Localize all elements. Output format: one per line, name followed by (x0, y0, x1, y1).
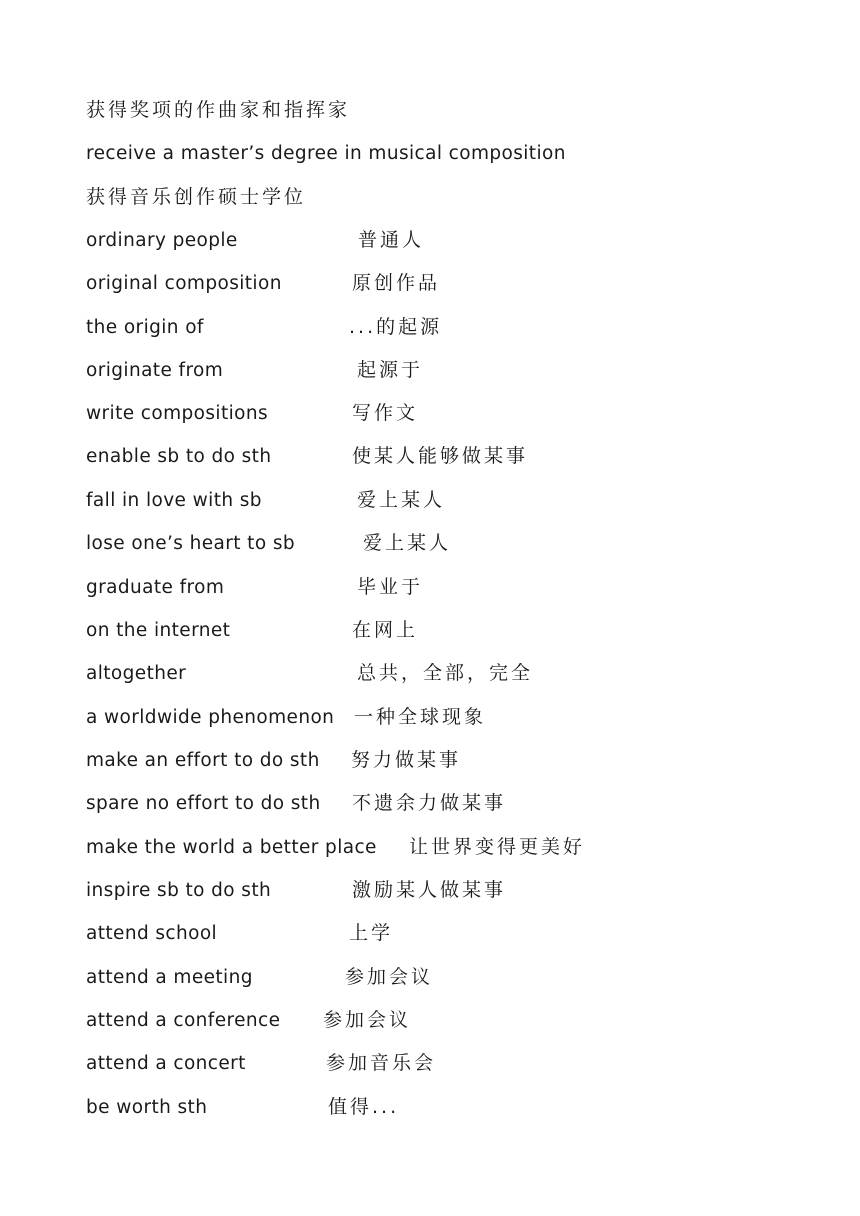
vocab-zh: 不遗余力做某事 (352, 792, 507, 814)
vocab-zh: 参加会议 (323, 1009, 412, 1031)
heading-line-3: 获得音乐创作硕士学位 (86, 186, 307, 208)
vocab-en: write compositions (86, 403, 269, 424)
vocab-zh: 努力做某事 (351, 749, 462, 771)
vocab-en: graduate from (86, 577, 225, 598)
vocab-en: attend school (86, 923, 218, 944)
vocab-en: originate from (86, 360, 224, 381)
vocab-zh: 使某人能够做某事 (352, 445, 529, 467)
vocab-zh: 上学 (349, 922, 394, 944)
vocab-en: attend a conference (86, 1010, 281, 1031)
vocab-zh: 让世界变得更美好 (409, 836, 586, 858)
heading-line-1: 获得奖项的作曲家和指挥家 (86, 99, 351, 121)
vocab-en: spare no effort to do sth (86, 793, 321, 814)
vocab-zh: 毕业于 (357, 576, 424, 598)
vocab-en: lose one’s heart to sb (86, 533, 296, 554)
vocab-zh: 原创作品 (352, 272, 441, 294)
vocab-en: attend a concert (86, 1053, 246, 1074)
vocab-en: ordinary people (86, 230, 238, 251)
vocab-en: make an effort to do sth (86, 750, 320, 771)
vocab-zh: 起源于 (357, 359, 424, 381)
vocab-en: the origin of (86, 317, 204, 338)
vocab-en: inspire sb to do sth (86, 880, 272, 901)
vocab-en: attend a meeting (86, 967, 253, 988)
vocab-zh: 爱上某人 (363, 532, 452, 554)
vocab-en: enable sb to do sth (86, 446, 272, 467)
vocab-zh: 在网上 (352, 619, 419, 641)
vocab-zh: 写作文 (352, 402, 419, 424)
vocab-en: be worth sth (86, 1097, 208, 1118)
vocab-en: altogether (86, 663, 187, 684)
vocab-zh: 爱上某人 (357, 489, 446, 511)
vocab-en: on the internet (86, 620, 231, 641)
vocab-zh: ...的起源 (349, 316, 443, 338)
vocab-zh: 参加会议 (345, 966, 434, 988)
vocab-en: fall in love with sb (86, 490, 262, 511)
vocab-zh: 参加音乐会 (326, 1052, 437, 1074)
vocab-en: a worldwide phenomenon (86, 707, 335, 728)
vocab-zh: 普通人 (358, 229, 425, 251)
vocab-zh: 激励某人做某事 (352, 879, 507, 901)
vocab-zh: 值得... (328, 1096, 400, 1118)
vocab-en: make the world a better place (86, 837, 377, 858)
heading-line-2: receive a master’s degree in musical composition (86, 143, 566, 164)
vocab-en: original composition (86, 273, 282, 294)
vocab-zh: 总共，全部，完全 (357, 662, 534, 684)
vocab-zh: 一种全球现象 (354, 706, 487, 728)
